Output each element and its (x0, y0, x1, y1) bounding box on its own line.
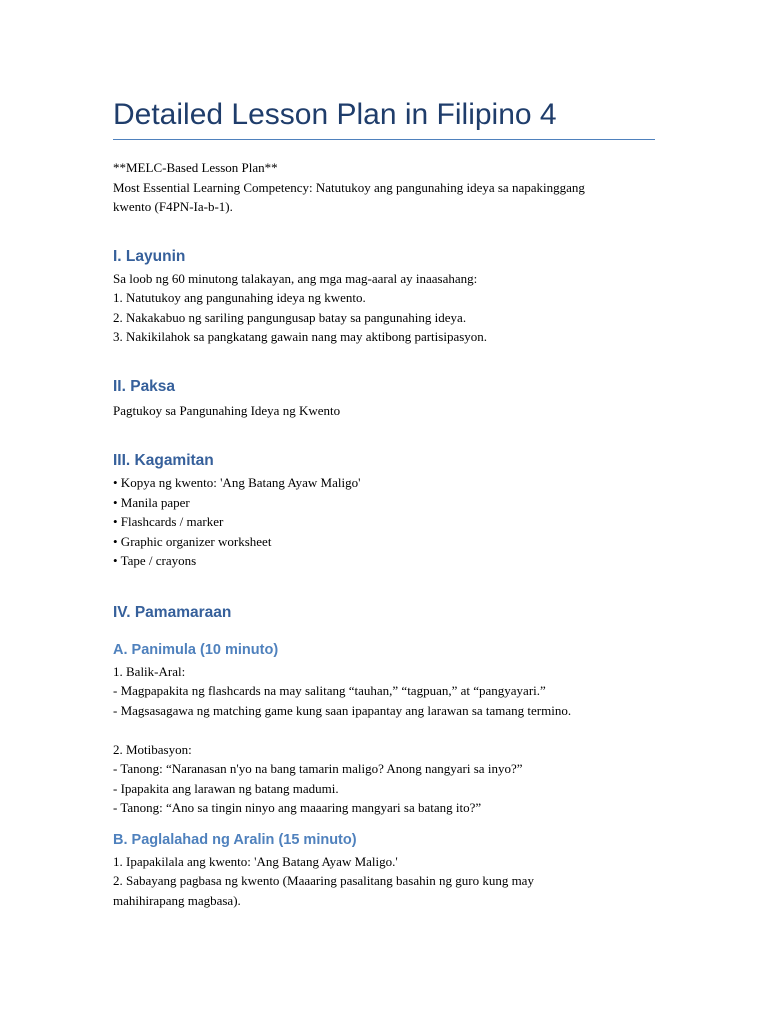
subsection-panimula (113, 640, 655, 818)
section-layunin (113, 247, 655, 347)
section-heading: II. Paksa (113, 377, 176, 395)
paragraph-line: 1. Ipapakilala ang kwento: 'Ang Batang Ayaw Maligo.' (113, 853, 398, 869)
section-heading: I. Layunin (113, 247, 186, 265)
list-item: • Graphic organizer worksheet (113, 533, 272, 549)
section-paksa (113, 377, 655, 421)
subsection-heading: A. Panimula (10 minuto) (113, 641, 279, 658)
paragraph-line: 2. Motibasyon: (113, 741, 192, 757)
intro-block (113, 158, 655, 217)
paragraph-line: 1. Balik-Aral: (113, 663, 186, 679)
section-pamamaraan (113, 603, 655, 911)
paragraph-line: Pagtukoy sa Pangunahing Ideya ng Kwento (113, 402, 341, 418)
paragraph-line: 3. Nakikilahok sa pangkatang gawain nang may aktibong partisipasyon. (113, 329, 488, 344)
paragraph-line: - Tanong: “Naranasan n'yo na bang tamarin maligo? Anong nangyari sa inyo?” (113, 761, 523, 776)
subsection-heading: B. Paglalahad ng Aralin (15 minuto) (113, 831, 357, 848)
list-item: • Manila paper (113, 494, 190, 510)
paragraph-line: mahihirapang magbasa). (113, 892, 241, 908)
list-item: • Tape / crayons (113, 553, 197, 568)
paragraph-line: 2. Sabayang pagbasa ng kwento (Maaaring pasalitang basahin ng guro kung may (113, 873, 534, 888)
list-item: • Kopya ng kwento: 'Ang Batang Ayaw Maligo' (113, 475, 361, 490)
blank-line (113, 720, 655, 740)
intro-line: **MELC-Based Lesson Plan** (113, 160, 278, 175)
list-item: • Flashcards / marker (113, 514, 224, 529)
paragraph-line: - Magsasagawa ng matching game kung saan ipapantay ang larawan sa tamang termino. (113, 702, 572, 718)
paragraph-line: 2. Nakakabuo ng sariling pangungusap batay sa pangunahing ideya. (113, 309, 467, 325)
intro-line: Most Essential Learning Competency: Natutukoy ang pangunahing ideya sa napakinggang (113, 179, 585, 195)
paragraph-line: Sa loob ng 60 minutong talakayan, ang mga mag-aaral ay inaasahang: (113, 270, 478, 286)
section-kagamitan (113, 451, 655, 571)
subsection-paglalahad (113, 830, 655, 911)
section-heading: III. Kagamitan (113, 452, 214, 469)
paragraph-line: - Magpapakita ng flashcards na may salitang “tauhan,” “tagpuan,” at “pangyayari.” (113, 683, 546, 698)
document-title: Detailed Lesson Plan in Filipino 4 (113, 98, 557, 131)
paragraph-line: - Tanong: “Ano sa tingin ninyo ang maaaring mangyari sa batang ito?” (113, 800, 482, 815)
intro-line: kwento (F4PN-Ia-b-1). (113, 199, 233, 214)
section-heading: IV. Pamamaraan (113, 603, 232, 621)
title-underline (113, 139, 655, 140)
paragraph-line: - Ipapakita ang larawan ng batang madumi. (113, 780, 339, 796)
paragraph-line: 1. Natutukoy ang pangunahing ideya ng kwento. (113, 290, 366, 305)
